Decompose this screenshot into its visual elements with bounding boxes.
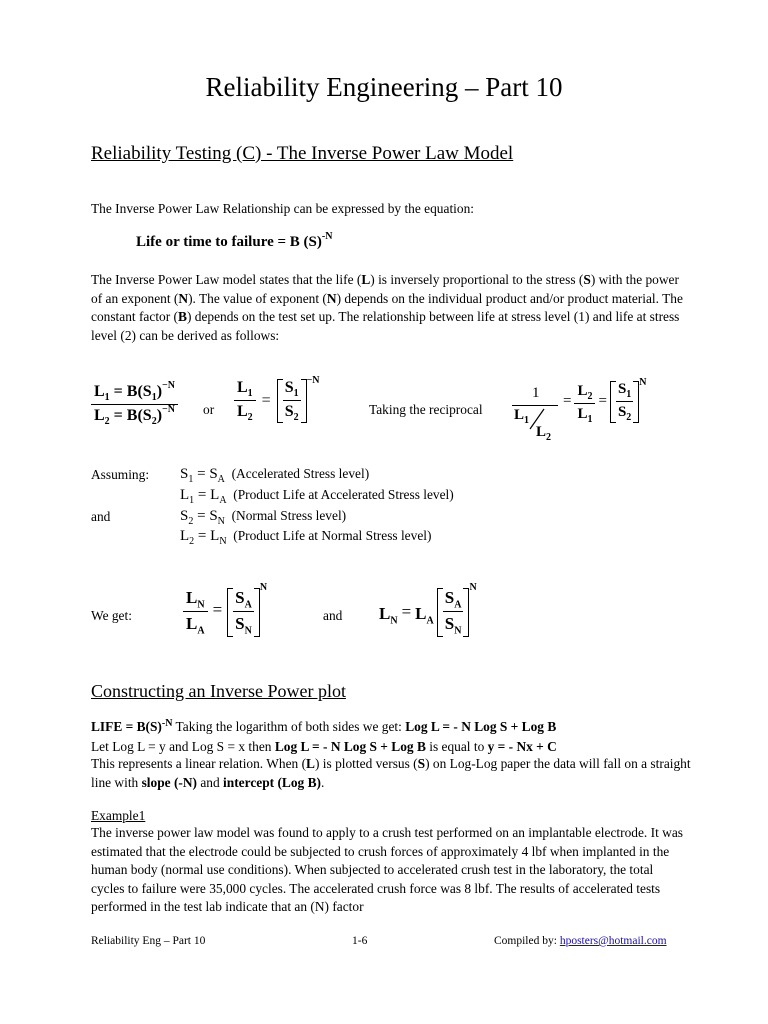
log-eq: Log L = - N Log S + Log B bbox=[405, 719, 557, 734]
row-lhs: S bbox=[180, 508, 189, 524]
eq3-S2: S bbox=[617, 404, 627, 420]
row-rhs-sub: A bbox=[219, 495, 227, 506]
assumption-row: $L_2 = L_N$ (Product Life at Normal Stress level) bbox=[180, 528, 432, 547]
para-bold: L bbox=[361, 272, 371, 287]
row-desc: (Accelerated Stress level) bbox=[231, 466, 370, 481]
para-bold: B bbox=[178, 309, 187, 324]
we-SA: S bbox=[235, 588, 245, 607]
row-lhs-sub: 2 bbox=[188, 516, 194, 527]
assumption-row: $S_1 = S_A$ (Accelerated Stress level) bbox=[180, 466, 370, 485]
eq3-S2-sub: 2 bbox=[626, 412, 632, 423]
row-rhs: L bbox=[210, 528, 220, 544]
or-label: or bbox=[203, 402, 215, 417]
eq1-bot-L: L bbox=[94, 407, 105, 425]
plot-bold: S bbox=[417, 756, 426, 771]
life-eq-exp: -N bbox=[161, 718, 173, 729]
we-LA-sub: A bbox=[197, 625, 205, 637]
plot-text: and bbox=[197, 774, 224, 790]
row-lhs: L bbox=[180, 528, 190, 544]
row-desc: (Product Life at Normal Stress level) bbox=[233, 528, 432, 543]
example-heading: Example1 bbox=[91, 808, 146, 823]
example-text: The inverse power law model was found to apply to a crush test performed on an implantable electrode. It was estimated that the electrode could be subjected to crush forces of approximately 4 lbf when implanted in the human body (normal use conditions). When subjected to accelerated crush test in the laboratory, the total cycles to failure were 35,000 cycles. The accelerated crush force was 8 lbf. The results of accelerated tests performed in the test lab indicate that an (N) factor bbox=[91, 825, 683, 914]
bracket-sa-sn-2 bbox=[437, 588, 470, 637]
eq1-bot-rhs: = B(S bbox=[109, 407, 152, 425]
eq3-L-fraction bbox=[574, 383, 595, 425]
section-heading-inverse-power-law: Reliability Testing (C) - The Inverse Power Law Model bbox=[91, 143, 514, 164]
assumption-row: $L_1 = L_A$ (Product Life at Accelerated Stress level) bbox=[180, 487, 454, 506]
plot-bold: L bbox=[306, 756, 315, 771]
equation-ln-equals bbox=[379, 584, 477, 637]
eq1-top-exp: −N bbox=[162, 380, 175, 391]
we-get-label: We get: bbox=[91, 608, 132, 623]
eq2-S2: S bbox=[284, 403, 294, 421]
we2-LN: L bbox=[379, 604, 391, 623]
para-bold: N bbox=[326, 290, 337, 306]
eq3-exponent: N bbox=[639, 377, 647, 388]
we-LN: L bbox=[186, 588, 198, 607]
we2-SN-sub: N bbox=[454, 625, 462, 637]
intercept-text: intercept (Log B) bbox=[223, 774, 321, 790]
plot-text: Taking the logarithm of both sides we get: bbox=[172, 719, 406, 734]
equals-sign: = bbox=[261, 392, 271, 410]
equation-reciprocal bbox=[512, 377, 647, 443]
ln-term bbox=[379, 604, 398, 626]
we-exponent: N bbox=[259, 582, 268, 593]
eq3-one: 1 bbox=[532, 385, 540, 401]
page-number: 1-6 bbox=[352, 935, 368, 947]
eq2-L2-sub: 2 bbox=[247, 412, 253, 424]
eq3-L1-den2: L bbox=[577, 406, 588, 422]
plot-line-3 bbox=[91, 755, 691, 792]
bracket-s1-s2 bbox=[277, 379, 307, 423]
eq1-top-rhs: = B(S bbox=[109, 383, 152, 400]
bracket-sa-sn bbox=[227, 588, 260, 637]
eq3-L2-num-sub: 2 bbox=[587, 391, 593, 402]
plot-text: ) is plotted versus ( bbox=[314, 756, 418, 771]
model-paragraph bbox=[91, 271, 691, 345]
para-bold: S bbox=[583, 272, 591, 287]
eq3-L2-sub: 2 bbox=[546, 432, 552, 443]
and-label: and bbox=[91, 509, 111, 524]
we2-SA: S bbox=[444, 588, 455, 607]
slope-text: slope (-N) bbox=[141, 774, 198, 790]
eq1-top-rhs-end: ) bbox=[156, 383, 163, 400]
eq2-exponent: −N bbox=[306, 375, 320, 386]
eq2-S1-sub: 1 bbox=[293, 388, 299, 400]
assuming-label: Assuming: bbox=[91, 467, 150, 482]
email-link[interactable]: hposters@hotmail.com bbox=[559, 935, 667, 947]
intro-text: The Inverse Power Law Relationship can be expressed by the equation: bbox=[91, 201, 474, 216]
eq2-L1-sub: 1 bbox=[247, 388, 253, 400]
row-lhs-sub: 1 bbox=[189, 495, 195, 506]
equation-ratio-power bbox=[91, 380, 178, 428]
eq3-bracket bbox=[610, 381, 639, 423]
la-term bbox=[415, 604, 434, 626]
eq2-L2: L bbox=[237, 403, 248, 421]
para-part: ) depends on the test set up. The relationship between life at stress level (1) and life at stress level (2) can be derived as follows: bbox=[91, 309, 680, 343]
plot-line-2 bbox=[91, 738, 691, 757]
assumption-row: $S_2 = S_N$ (Normal Stress level) bbox=[180, 508, 347, 527]
we2-LA: L bbox=[415, 604, 427, 623]
row-desc: (Product Life at Accelerated Stress level) bbox=[233, 487, 454, 502]
para-part: ) with the power of an exponent ( bbox=[91, 272, 679, 306]
row-rhs-sub: A bbox=[217, 474, 225, 485]
we-LN-sub: N bbox=[197, 599, 205, 611]
plot-line-1 bbox=[91, 718, 691, 737]
eq1-top-rhs-sub: 1 bbox=[151, 392, 157, 404]
eq3-L2: L bbox=[536, 424, 547, 440]
we2-exponent: N bbox=[469, 582, 477, 593]
row-desc: (Normal Stress level) bbox=[231, 508, 347, 523]
we-SA-sub: A bbox=[244, 599, 252, 611]
reciprocal-label: Taking the reciprocal bbox=[369, 402, 483, 417]
eq2-S2-sub: 2 bbox=[293, 412, 299, 424]
equation-ln-la bbox=[183, 584, 267, 637]
eq1-top-sub: 1 bbox=[104, 392, 110, 404]
row-rhs: S bbox=[209, 508, 218, 524]
eq3-L1-den2-sub: 1 bbox=[587, 414, 593, 425]
eq3-L1-sub: 1 bbox=[524, 415, 530, 426]
we2-SN: S bbox=[444, 614, 455, 634]
equation-ratio-bracket bbox=[234, 375, 320, 424]
plot-text: is equal to bbox=[425, 739, 488, 754]
eq2-S1: S bbox=[284, 379, 294, 396]
we2-LA-sub: A bbox=[426, 615, 434, 627]
we-SN-sub: N bbox=[244, 625, 252, 637]
eq1-bot-sub: 2 bbox=[104, 416, 110, 428]
life-eq: LIFE = B(S) bbox=[91, 719, 162, 734]
row-rhs: S bbox=[209, 466, 218, 482]
row-lhs: L bbox=[180, 487, 190, 503]
compiled-label: Compiled by: bbox=[494, 935, 560, 947]
we2-LN-sub: N bbox=[390, 615, 398, 627]
we2-SA-sub: A bbox=[454, 599, 462, 611]
eq1-bot-rhs-end: ) bbox=[156, 407, 163, 425]
row-rhs-sub: N bbox=[219, 536, 227, 547]
row-lhs-sub: 2 bbox=[189, 536, 195, 547]
we-LA: L bbox=[186, 614, 198, 634]
plot-text: . bbox=[320, 774, 325, 790]
para-part: The Inverse Power Law model states that the life ( bbox=[91, 272, 362, 287]
para-part: ). The value of exponent ( bbox=[188, 290, 327, 306]
plot-text: This represents a linear relation. When ( bbox=[91, 756, 307, 771]
eq1-bot-rhs-sub: 2 bbox=[151, 416, 157, 428]
eq1-bot-exp: −N bbox=[162, 404, 175, 416]
para-part: ) depends on the individual product and/or product material. The constant factor ( bbox=[91, 290, 683, 324]
plot-text: ) on Log-Log paper the data will fall on a straight line with bbox=[91, 756, 691, 790]
row-lhs-sub: 1 bbox=[188, 474, 194, 485]
eq3-compound-fraction bbox=[512, 381, 560, 441]
linear-eq: y = - Nx + C bbox=[487, 739, 557, 754]
log-eq: Log L = - N Log S + Log B bbox=[274, 739, 426, 754]
page-title: Reliability Engineering – Part 10 bbox=[205, 72, 563, 102]
plot-text: Let Log L = y and Log S = x then bbox=[91, 739, 275, 754]
eq3-L1-den bbox=[514, 407, 529, 426]
footer-left: Reliability Eng – Part 10 bbox=[91, 935, 206, 947]
footer-compiled bbox=[494, 935, 667, 947]
eq3-L1: L bbox=[514, 407, 525, 423]
eq3-S1: S bbox=[617, 381, 627, 397]
and-label-2: and bbox=[323, 608, 343, 623]
equals-sign: = bbox=[563, 393, 572, 409]
equals-sign: = bbox=[401, 602, 412, 621]
eq2-L1: L bbox=[237, 379, 248, 396]
eq3-L2-den bbox=[536, 424, 551, 443]
row-lhs: S bbox=[180, 466, 189, 482]
eq3-S1-sub: 1 bbox=[626, 389, 632, 400]
main-equation-text: Life or time to failure = B (S) bbox=[136, 234, 322, 250]
section-heading-inverse-power-plot: Constructing an Inverse Power plot bbox=[91, 681, 346, 701]
main-equation bbox=[136, 231, 333, 251]
para-bold: N bbox=[178, 290, 189, 306]
row-rhs: L bbox=[210, 487, 220, 503]
eq3-L2-num: L bbox=[577, 383, 588, 399]
para-part: ) is inversely proportional to the stress ( bbox=[370, 272, 584, 287]
row-rhs-sub: N bbox=[217, 516, 225, 527]
eq3-main-bar bbox=[512, 405, 558, 406]
equals-sign: = bbox=[212, 600, 223, 619]
main-equation-exponent: -N bbox=[321, 231, 333, 242]
equals-sign: = bbox=[598, 393, 607, 409]
we-SN: S bbox=[235, 614, 245, 634]
eq1-top-L: L bbox=[94, 383, 105, 400]
